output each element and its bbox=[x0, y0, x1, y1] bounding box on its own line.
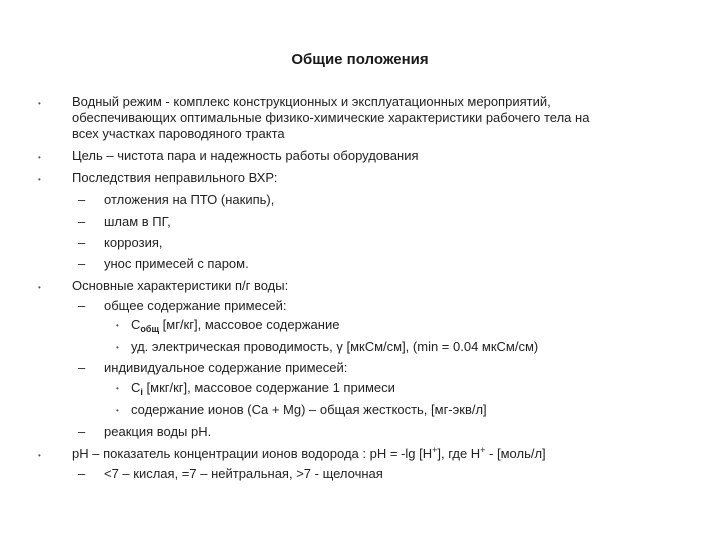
sub-bullet-marker: • bbox=[116, 321, 119, 330]
water-regime-line-2: обеспечивающих оптимальные физико-химические характеристики рабочего тела на bbox=[72, 110, 590, 125]
bullet-marker: • bbox=[38, 175, 41, 184]
goal-text: Цель – чистота пара и надежность работы оборудования bbox=[72, 148, 419, 163]
consequences-label: Последствия неправильного ВХР: bbox=[72, 170, 278, 185]
dash-marker: – bbox=[78, 424, 86, 439]
dash-marker: – bbox=[78, 466, 86, 481]
ph-text-3: - [моль/л] bbox=[485, 446, 546, 461]
dash-marker: – bbox=[78, 256, 86, 271]
total-content-text: [мг/кг], массовое содержание bbox=[159, 317, 340, 332]
ions-content-line: содержание ионов (Ca + Mg) – общая жесткость, [мг-экв/л] bbox=[131, 402, 487, 417]
ph-text-1: pH – показатель концентрации ионов водорода : pH = -lg [H bbox=[72, 446, 433, 461]
consequence-item: коррозия, bbox=[104, 235, 163, 250]
sub-bullet-marker: • bbox=[116, 406, 119, 415]
individual-content-text: [мкг/кг], массовое содержание 1 примеси bbox=[142, 380, 395, 395]
bullet-marker: • bbox=[38, 283, 41, 292]
total-impurities-label: общее содержание примесей: bbox=[104, 298, 287, 313]
conductivity-line: уд. электрическая проводимость, γ [мкСм/см], (min = 0.04 мкСм/см) bbox=[131, 339, 539, 354]
dash-marker: – bbox=[78, 360, 86, 375]
bullet-marker: • bbox=[38, 153, 41, 162]
ph-definition-line bbox=[72, 446, 546, 463]
dash-marker: – bbox=[78, 192, 86, 207]
dash-marker: – bbox=[78, 298, 86, 313]
superscript-plus: + bbox=[432, 445, 438, 455]
ph-text-2: ], где H bbox=[437, 446, 481, 461]
bullet-marker: • bbox=[38, 99, 41, 108]
c-symbol: C bbox=[131, 317, 141, 332]
individual-content-line bbox=[131, 380, 395, 397]
sub-bullet-marker: • bbox=[116, 384, 119, 393]
dash-marker: – bbox=[78, 235, 86, 250]
water-reaction-line: реакция воды pH. bbox=[104, 424, 212, 439]
bullet-marker: • bbox=[38, 451, 41, 460]
total-content-line bbox=[131, 317, 339, 334]
consequence-item: унос примесей с паром. bbox=[104, 256, 249, 271]
consequence-item: шлам в ПГ, bbox=[104, 214, 171, 229]
ph-scale-line: <7 – кислая, =7 – нейтральная, >7 - щелочная bbox=[104, 466, 383, 481]
c-symbol: C bbox=[131, 380, 141, 395]
sub-bullet-marker: • bbox=[116, 343, 119, 352]
water-regime-line-1: Водный режим - комплекс конструкционных и эксплуатационных мероприятий, bbox=[72, 94, 551, 109]
main-characteristics-label: Основные характеристики п/г воды: bbox=[72, 278, 289, 293]
individual-impurities-label: индивидуальное содержание примесей: bbox=[104, 360, 348, 375]
dash-marker: – bbox=[78, 214, 86, 229]
consequence-item: отложения на ПТО (накипь), bbox=[104, 192, 275, 207]
superscript-plus: + bbox=[480, 445, 486, 455]
c-subscript: общ bbox=[140, 324, 160, 334]
slide-title: Общие положения bbox=[291, 51, 429, 68]
c-subscript: i bbox=[140, 387, 143, 397]
water-regime-line-3: всех участках пароводяного тракта bbox=[72, 126, 285, 141]
